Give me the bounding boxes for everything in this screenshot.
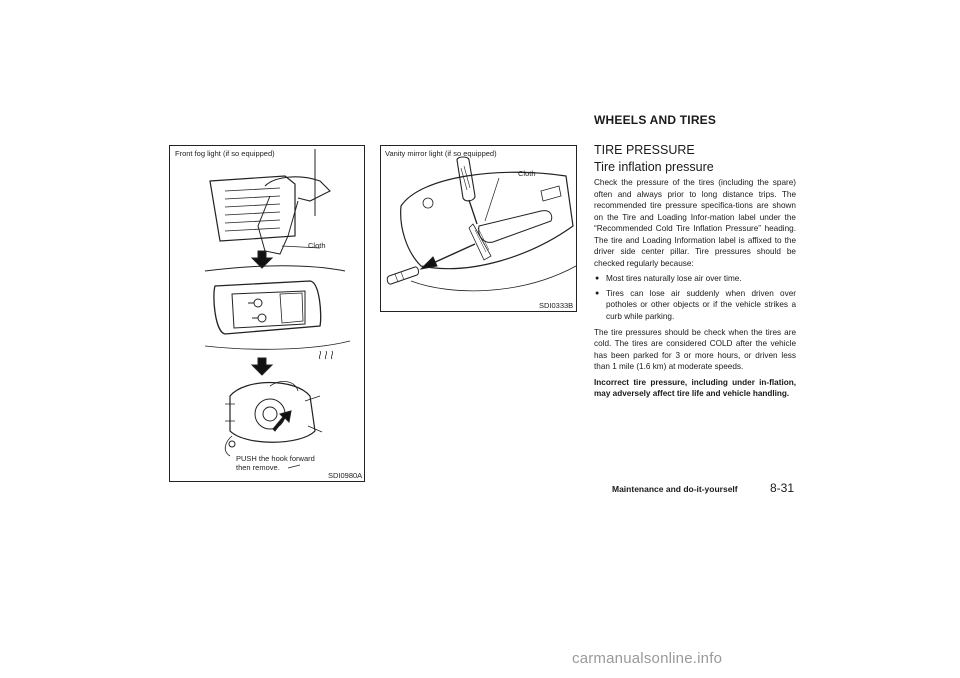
- vanity-mirror-figure: [380, 145, 577, 312]
- callout-cloth: Cloth: [308, 241, 326, 250]
- footer-chapter: Maintenance and do-it-yourself: [612, 484, 738, 494]
- callout-cloth: Cloth: [518, 169, 536, 178]
- figure-title: Vanity mirror light (if so equipped): [385, 149, 497, 158]
- body-text: [594, 177, 796, 404]
- subheading-tire-inflation: Tire inflation pressure: [594, 160, 714, 174]
- paragraph-intro: Check the pressure of the tires (including the spare) often and always prior to long distance trips. The recommended tire pressure specifica-tions are shown on the Tire and Loading Infor-mation label under the “Recommended Cold Tire Inflation Pressure” heading. The tire and Loading Information label is affixed to the driver side center pillar. Tire pressures should be checked regularly because:: [594, 178, 796, 268]
- watermark: carmanualsonline.info: [572, 650, 723, 667]
- section-title: WHEELS AND TIRES: [594, 113, 717, 127]
- list-item: ● Most tires naturally lose air over time.: [595, 274, 742, 284]
- figure-code: SDI0333B: [539, 301, 574, 310]
- fog-light-illustration: [170, 146, 366, 483]
- warning-text: Incorrect tire pressure, including under in-flation, may adversely affect tire life and vehicle handling.: [594, 377, 796, 399]
- figure-title: Front fog light (if so equipped): [175, 149, 275, 158]
- page-number: 8-31: [770, 481, 795, 495]
- figure-code: SDI0980A: [328, 471, 363, 480]
- paragraph-cold-tires: The tire pressures should be check when the tires are cold. The tires are considered COLD after the vehicle has been parked for 3 or more hours, or driven less than 1 mile (1.6 km) at moderate speeds.: [594, 327, 796, 372]
- bullet-list: [594, 273, 796, 322]
- callout-then-remove: then remove.: [236, 463, 280, 472]
- fog-light-figure: [169, 145, 365, 482]
- heading-tire-pressure: TIRE PRESSURE: [594, 143, 695, 157]
- bullet-icon: ●: [595, 275, 600, 283]
- callout-push-hook: PUSH the hook forward: [236, 454, 315, 463]
- vanity-mirror-illustration: [381, 146, 578, 313]
- bullet-icon: ●: [595, 289, 600, 297]
- list-item: ● Tires can lose air suddenly when driven over potholes or other objects or if the vehicle strikes a curb while parking.: [595, 288, 796, 322]
